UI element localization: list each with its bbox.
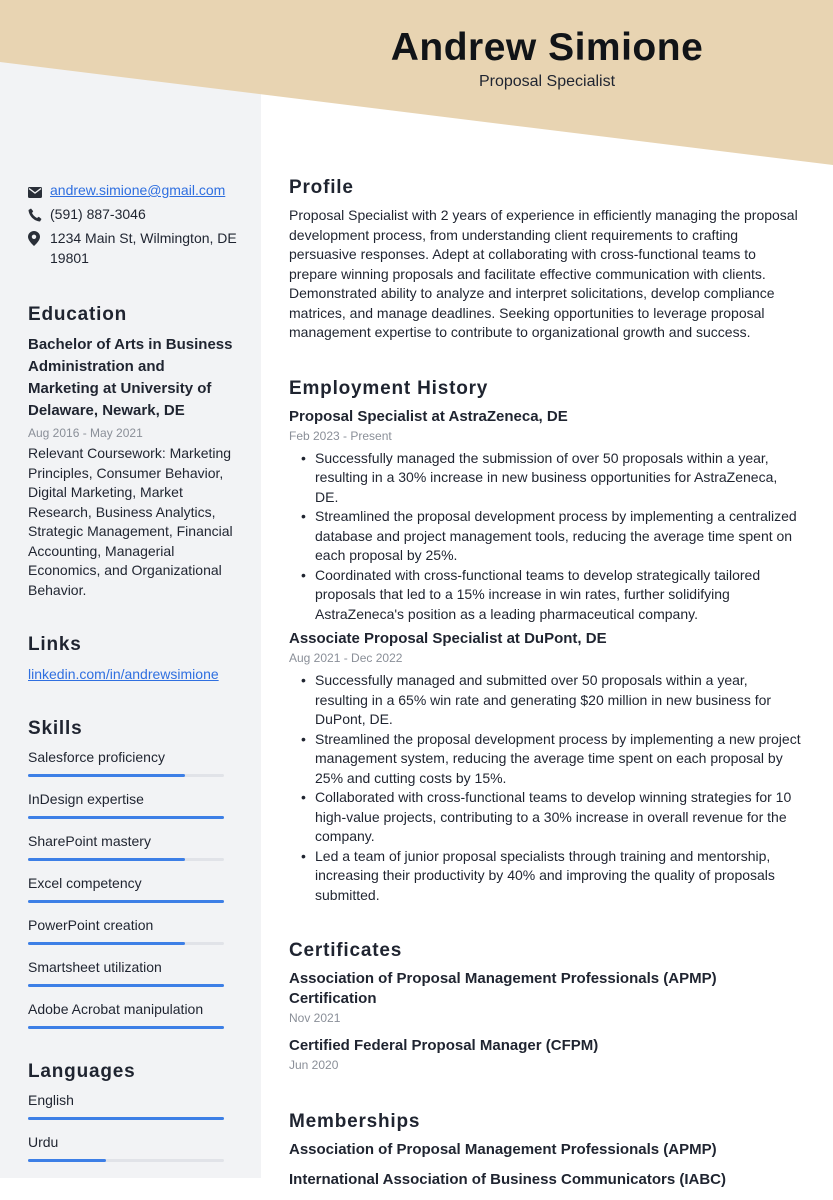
skill-name: Excel competency (28, 875, 142, 891)
skills-section (28, 718, 238, 1029)
links-heading: Links (28, 634, 82, 655)
job-dates: Aug 2021 - Dec 2022 (289, 651, 403, 665)
language-name: Urdu (28, 1134, 59, 1150)
education-heading: Education (28, 304, 128, 325)
map-pin-icon (28, 228, 50, 251)
language-bar (28, 1159, 224, 1162)
education-coursework: Relevant Coursework: Marketing Principles, Consumer Behavior, Digital Marketing, Market Research, Business Analytics, Strategic Management, Financial Accounting, Managerial Economics, and Organizational Behavior. (28, 445, 233, 598)
membership-item: Association of Proposal Management Professionals (APMP) (289, 1141, 717, 1158)
skill-bar (28, 900, 224, 903)
profile-heading: Profile (289, 177, 354, 198)
skill-bar (28, 774, 224, 777)
skill-name: InDesign expertise (28, 791, 144, 807)
job-bullet: • Successfully managed and submitted over 50 proposals within a year, resulting in a 65% win rate and generating $20 million in new business for DuPont, DE. (289, 671, 804, 730)
languages-section (28, 1061, 238, 1162)
contact-address-row (28, 228, 238, 268)
skill-bar (28, 1026, 224, 1029)
candidate-title: Proposal Specialist (478, 73, 616, 90)
skill-item (28, 874, 238, 903)
skill-item (28, 958, 238, 987)
skill-name: Salesforce proficiency (28, 749, 165, 765)
employment-heading: Employment History (289, 377, 489, 399)
job-bullets (289, 671, 804, 905)
skill-bar (28, 984, 224, 987)
email-link[interactable]: andrew.simione@gmail.com (50, 182, 226, 198)
skill-bar-fill (28, 774, 185, 777)
skill-item (28, 748, 238, 777)
language-item (28, 1091, 238, 1120)
certificate-name: Association of Proposal Management Professionals (APMP) Certification (289, 970, 717, 1007)
skill-bar (28, 858, 224, 861)
skill-item (28, 916, 238, 945)
memberships-section (289, 1110, 804, 1190)
contact-block (28, 180, 238, 268)
employment-section (289, 377, 804, 906)
skill-bar-fill (28, 858, 185, 861)
job-entry (289, 407, 804, 625)
profile-section (289, 176, 804, 343)
address: 1234 Main St, Wilmington, DE 19801 (50, 230, 237, 266)
membership-item: International Association of Business Communicators (IABC) (289, 1171, 726, 1188)
job-title: Associate Proposal Specialist at DuPont, DE (289, 630, 607, 647)
certificate-date: Nov 2021 (289, 1011, 341, 1025)
skill-bar-fill (28, 816, 224, 819)
candidate-name: Andrew Simione (390, 26, 704, 69)
skill-item (28, 832, 238, 861)
job-dates: Feb 2023 - Present (289, 428, 392, 443)
skills-list (28, 748, 238, 1029)
language-bar (28, 1117, 224, 1120)
sidebar (28, 180, 238, 1175)
language-item (28, 1133, 238, 1162)
skill-name: Adobe Acrobat manipulation (28, 1001, 204, 1017)
skill-bar-fill (28, 942, 185, 945)
education-dates: Aug 2016 - May 2021 (28, 426, 143, 440)
skill-name: Smartsheet utilization (28, 959, 162, 975)
profile-text: Proposal Specialist with 2 years of experience in efficiently managing the proposal development process, from understanding client requirements to crafting persuasive responses. Adept at collaborating with cross-functional teams to prepare winning proposals and facilitate effective communication with clients. Demonstrated ability to analyze and interpret solicitations, develop compliance matrices, and manage deadlines. Seeking opportunities to leverage proposal management expertise to contribute to organizational growth and success. (289, 207, 798, 340)
language-bar-fill (28, 1117, 224, 1120)
job-bullet: • Coordinated with cross-functional teams to develop strategically tailored proposals that led to a 15% increase in win rates, further solidifying AstraZeneca's position as a leading pharmaceutical company. (289, 566, 804, 625)
phone-number: (591) 887-3046 (50, 206, 146, 222)
certificate-name: Certified Federal Proposal Manager (CFPM) (289, 1037, 599, 1054)
certificates-section (289, 939, 804, 1074)
contact-phone-row (28, 204, 238, 227)
education-section (28, 304, 238, 600)
language-bar-fill (28, 1159, 106, 1162)
contact-email-row (28, 180, 238, 203)
certificate-date: Jun 2020 (289, 1058, 339, 1072)
certificate-item (289, 969, 804, 1027)
job-bullets (289, 449, 804, 625)
memberships-heading: Memberships (289, 1111, 421, 1132)
certificates-heading: Certificates (289, 940, 403, 961)
job-title: Proposal Specialist at AstraZeneca, DE (289, 407, 568, 425)
job-bullet: • Successfully managed the submission of over 50 proposals within a year, resulting in a 30% increase in new business opportunities for AstraZeneca, DE. (289, 449, 804, 508)
language-name: English (28, 1092, 74, 1108)
linkedin-link[interactable]: linkedin.com/in/andrewsimione (28, 666, 219, 682)
job-bullet: • Collaborated with cross-functional teams to develop winning strategies for 10 high-value projects, contributing to a 30% increase in overall revenue for the company. (289, 788, 804, 847)
skill-bar (28, 816, 224, 819)
main-content (289, 176, 804, 1200)
skill-bar (28, 942, 224, 945)
certificate-item (289, 1036, 804, 1074)
envelope-icon (28, 180, 50, 203)
job-bullet: • Streamlined the proposal development process by implementing a new project management system, reducing the average time spent on each proposal by 25% and cutting costs by 15%. (289, 730, 804, 789)
skills-heading: Skills (28, 718, 83, 739)
languages-heading: Languages (28, 1061, 136, 1082)
skill-item (28, 790, 238, 819)
links-section (28, 634, 238, 684)
phone-icon (28, 204, 50, 227)
education-degree: Bachelor of Arts in Business Administration and Marketing at University of Delaware, Newark, DE (28, 336, 233, 419)
job-bullet: • Led a team of junior proposal specialists through training and mentorship, increasing their productivity by 40% and improving the quality of proposals submitted. (289, 847, 804, 906)
skill-item (28, 1000, 238, 1029)
job-bullet: • Streamlined the proposal development process by implementing a centralized database and project management tools, reducing the average time spent on each proposal by 25%. (289, 507, 804, 566)
skill-name: PowerPoint creation (28, 917, 154, 933)
job-entry (289, 629, 804, 905)
skill-bar-fill (28, 900, 224, 903)
skill-bar-fill (28, 1026, 224, 1029)
resume-header (261, 24, 833, 92)
skill-bar-fill (28, 984, 224, 987)
skill-name: SharePoint mastery (28, 833, 151, 849)
